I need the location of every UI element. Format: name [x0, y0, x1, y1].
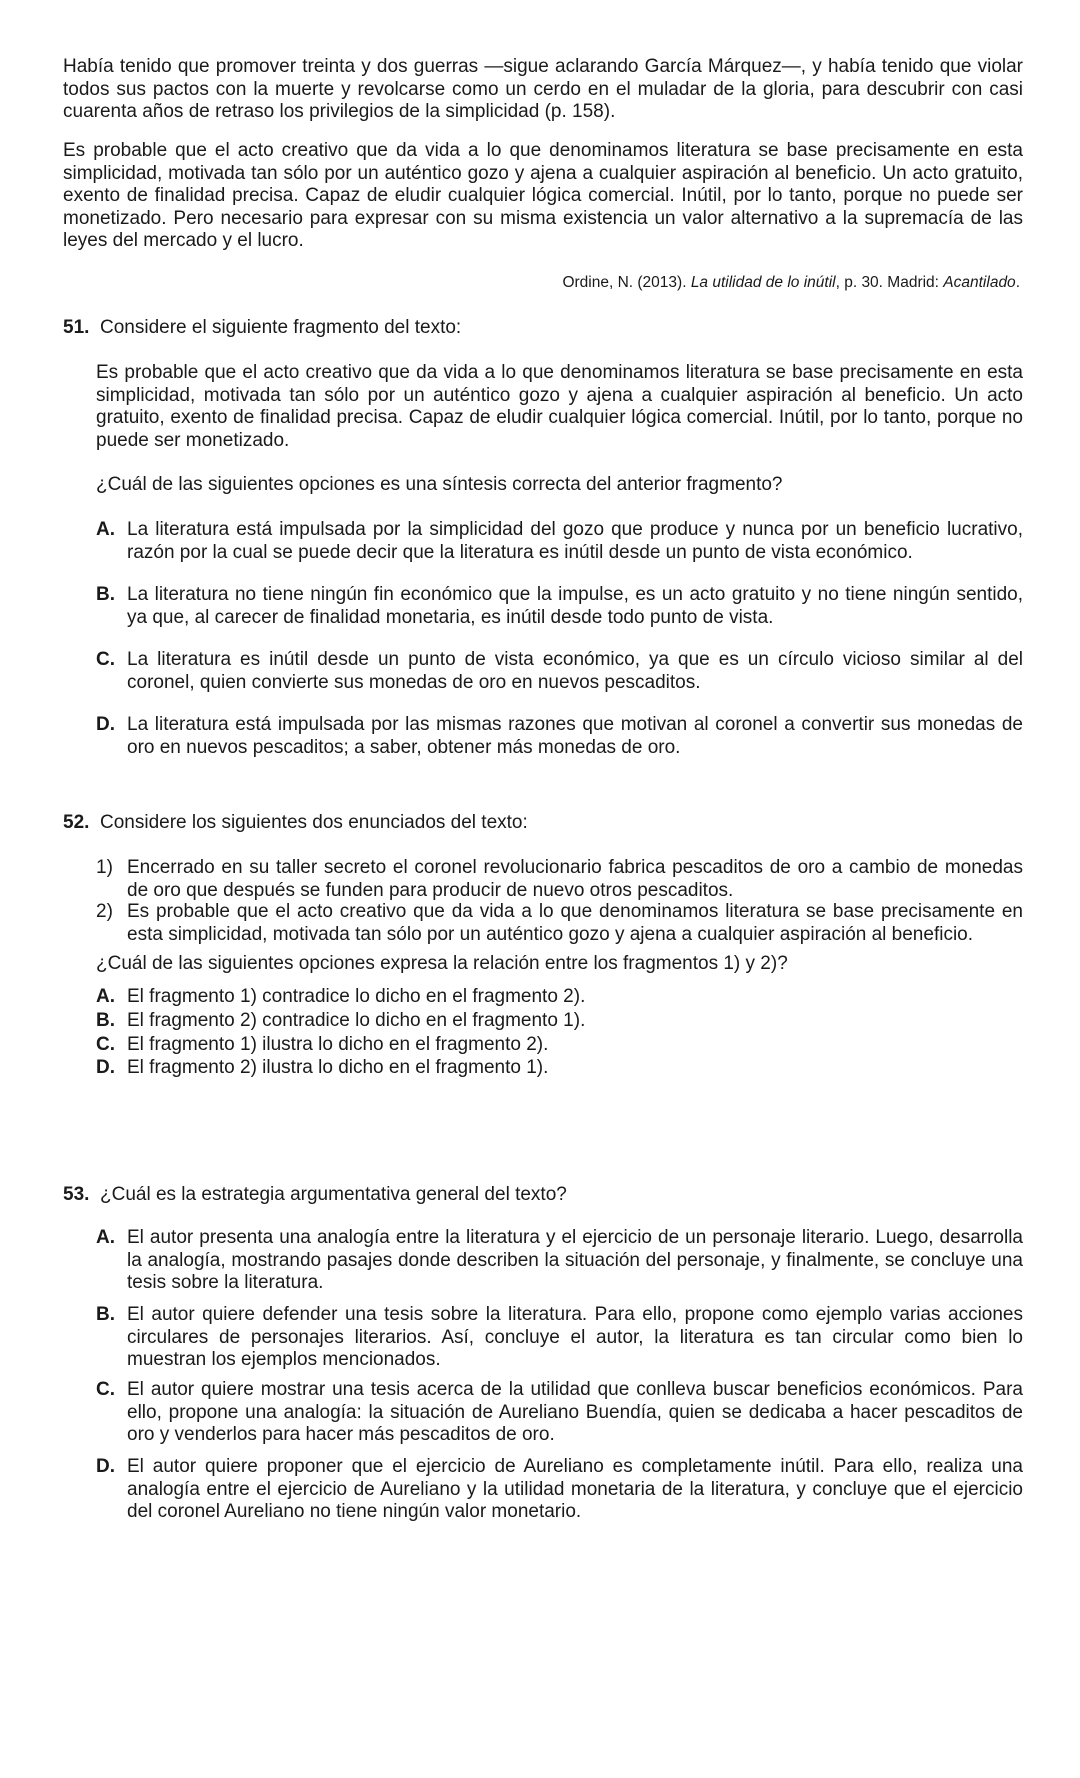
citation-end: . [1015, 274, 1020, 291]
question-number: 53. [63, 1184, 90, 1205]
citation-author-year: Ordine, N. (2013). [562, 274, 691, 291]
passage-paragraph-2: Es probable que el acto creativo que da vida a lo que denominamos literatura se base precisamente en esta simplicidad, motivada tan sólo por un auténtico gozo y ajena a cualquier aspiración al beneficio. Un acto gratuito, exento de finalidad precisa. Capaz de eludir cualquier lógica comercial. Inútil, por lo tanto, porque no puede ser monetizado. Pero necesario para expresar con su misma existencia un valor alternativo a la supremacía de las leyes del mercado y el lucro. [63, 140, 1023, 251]
question-prompt: ¿Cuál es la estrategia argumentativa general del texto? [100, 1184, 567, 1205]
question-51-option-a[interactable] [96, 519, 1023, 564]
option-letter: B. [96, 584, 115, 605]
question-51-stem: ¿Cuál de las siguientes opciones es una síntesis correcta del anterior fragmento? [96, 474, 783, 495]
question-51-fragment: Es probable que el acto creativo que da vida a lo que denominamos literatura se base precisamente en esta simplicidad, motivada tan sólo por un auténtico gozo y ajena a cualquier aspiración al beneficio. Un acto gratuito, exento de finalidad precisa. Capaz de eludir cualquier lógica comercial. Inútil, por lo tanto, porque no puede ser monetizado. [96, 362, 1023, 451]
question-number: 52. [63, 812, 90, 833]
option-letter: C. [96, 1379, 115, 1400]
option-letter: D. [96, 1456, 115, 1477]
question-52-option-a[interactable] [96, 986, 1023, 1009]
option-text: La literatura no tiene ningún fin económico que la impulse, es un acto gratuito y no tiene ningún sentido, ya que, al carecer de finalidad monetaria, es inútil desde todo punto de vista. [127, 584, 1023, 628]
question-51-option-c[interactable] [96, 649, 1023, 694]
citation-publisher: Acantilado [943, 274, 1016, 291]
citation-title: La utilidad de lo inútil [690, 274, 836, 291]
question-52-heading [63, 812, 1023, 835]
question-53-option-c[interactable] [96, 1379, 1023, 1447]
question-52-statement-1 [96, 857, 1023, 902]
question-52-option-d[interactable] [96, 1057, 1023, 1080]
option-text: El autor quiere mostrar una tesis acerca de la utilidad que conlleva buscar beneficios económicos. Para ello, propone una analogía: la situación de Aureliano Buendía, quien se dedicaba a hacer pescaditos de oro y venderlos para hacer más pescaditos de oro. [127, 1379, 1023, 1445]
option-text: El fragmento 2) ilustra lo dicho en el fragmento 1). [127, 1057, 549, 1078]
option-text: El fragmento 1) ilustra lo dicho en el fragmento 2). [127, 1034, 549, 1055]
option-text: El fragmento 1) contradice lo dicho en el fragmento 2). [127, 986, 586, 1007]
option-text: La literatura está impulsada por la simplicidad del gozo que produce y nunca por un beneficio lucrativo, razón por la cual se puede decir que la literatura es inútil desde un punto de vista económico. [127, 519, 1023, 563]
statement-text: Es probable que el acto creativo que da vida a lo que denominamos literatura se base precisamente en esta simplicidad, motivada tan sólo por un auténtico gozo y ajena a cualquier aspiración al beneficio. [127, 901, 1023, 945]
question-51-option-b[interactable] [96, 584, 1023, 629]
question-51-option-d[interactable] [96, 714, 1023, 759]
question-52-option-b[interactable] [96, 1010, 1023, 1033]
question-52-statement-2 [96, 901, 1023, 946]
option-letter: A. [96, 519, 115, 540]
option-letter: A. [96, 1227, 115, 1248]
question-number: 51. [63, 317, 90, 338]
option-text: La literatura es inútil desde un punto de vista económico, ya que es un círculo vicioso similar al del coronel, quien convierte sus monedas de oro en nuevos pescaditos. [127, 649, 1023, 693]
citation [540, 274, 1020, 292]
option-letter: D. [96, 714, 115, 735]
question-53-option-b[interactable] [96, 1304, 1023, 1372]
question-53-option-d[interactable] [96, 1456, 1023, 1524]
question-51-heading [63, 317, 1023, 340]
question-53-option-a[interactable] [96, 1227, 1023, 1295]
statement-text: Encerrado en su taller secreto el coronel revolucionario fabrica pescaditos de oro a cambio de monedas de oro que después se funden para producir de nuevo otros pescaditos. [127, 857, 1023, 901]
option-letter: D. [96, 1057, 115, 1078]
passage-paragraph-1: Había tenido que promover treinta y dos guerras —sigue aclarando García Márquez—, y había tenido que violar todos sus pactos con la muerte y revolcarse como un cerdo en el muladar de la gloria, para descubrir con casi cuarenta años de retraso los privilegios de la simplicidad (p. 158). [63, 56, 1023, 122]
option-letter: C. [96, 649, 115, 670]
question-52-stem: ¿Cuál de las siguientes opciones expresa la relación entre los fragmentos 1) y 2)? [96, 953, 788, 974]
question-52-option-c[interactable] [96, 1034, 1023, 1057]
option-letter: A. [96, 986, 115, 1007]
option-text: El autor quiere defender una tesis sobre la literatura. Para ello, propone como ejemplo varias acciones circulares de personajes literarios. Así, concluye el autor, la literatura es tan circular como bien lo muestran los ejemplos mencionados. [127, 1304, 1023, 1370]
option-text: El autor presenta una analogía entre la literatura y el ejercicio de un personaje literario. Luego, desarrolla la analogía, mostrando pasajes donde describen la situación del personaje, y finalmente, se concluye una tesis sobre la literatura. [127, 1227, 1023, 1293]
option-text: El autor quiere proponer que el ejercicio de Aureliano es completamente inútil. Para ello, realiza una analogía entre el ejercicio de Aureliano y la utilidad monetaria de la literatura, y concluye que el ejercicio del coronel Aureliano no tiene ningún valor monetario. [127, 1456, 1023, 1522]
statement-label: 1) [96, 857, 113, 878]
option-letter: B. [96, 1010, 115, 1031]
question-prompt: Considere el siguiente fragmento del texto: [100, 317, 462, 338]
question-53-heading [63, 1184, 1023, 1207]
statement-label: 2) [96, 901, 113, 922]
option-letter: B. [96, 1304, 115, 1325]
question-prompt: Considere los siguientes dos enunciados del texto: [100, 812, 528, 833]
option-letter: C. [96, 1034, 115, 1055]
option-text: La literatura está impulsada por las mismas razones que motivan al coronel a convertir sus monedas de oro en nuevos pescaditos; a saber, obtener más monedas de oro. [127, 714, 1023, 758]
option-text: El fragmento 2) contradice lo dicho en el fragmento 1). [127, 1010, 586, 1031]
citation-page-place: , p. 30. Madrid: [835, 274, 944, 291]
